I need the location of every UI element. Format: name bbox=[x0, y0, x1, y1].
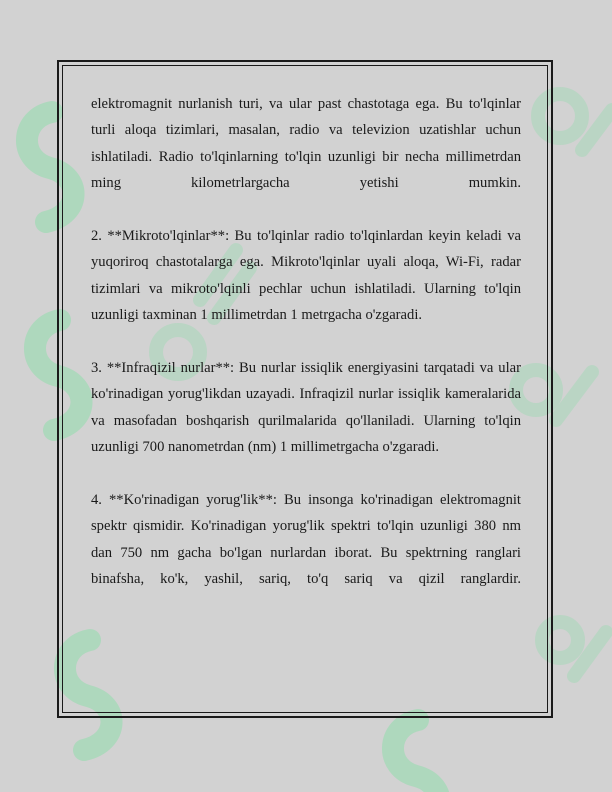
paragraph-microwaves: 2. **Mikroto'lqinlar**: Bu to'lqinlar radio to'lqinlardan keyin keladi va yuqoriroq chastotalarga ega. Mikroto'lqinlar uyali aloqa, Wi-Fi, radar tizimlari va mikroto'lqinli pechlar uchun ishlatiladi. Ularning to'lqin uzunligi taxminan 1 millimetrdan 1 metrgacha o'zgaradi. bbox=[91, 228, 521, 324]
paragraph-infrared: 3. **Infraqizil nurlar**: Bu nurlar issiqlik energiyasini tarqatadi va ular ko'rinadigan yorug'likdan uzayadi. Infraqizil nurlar issiqlik kameralarida va masofadan boshqarish qurilmalarida qo'llaniladi. Ularning to'lqin uzunligi 700 nanometrdan (nm) 1 millimetrgacha o'zgaradi. bbox=[91, 360, 521, 456]
paragraph-radio-waves: elektromagnit nurlanish turi, va ular past chastotaga ega. Bu to'lqinlar turli aloqa tizimlari, masalan, radio va televizion uzatishlar uchun ishlatiladi. Radio to'lqinlarning to'lqin uzunligi bir necha millimetrdan ming kilometrlargacha yetishi mumkin. bbox=[91, 96, 521, 192]
paragraph-visible-light: 4. **Ko'rinadigan yorug'lik**: Bu insonga ko'rinadigan elektromagnit spektr qismidir. Ko'rinadigan yorug'lik spektri to'lqin uzunligi 380 nm dan 750 nm gacha bo'lgan nurlardan iborat. Bu spektrning ranglari binafsha, ko'k, yashil, sariq, to'q sariq va qizil ranglardir. bbox=[91, 492, 521, 588]
document-body bbox=[91, 91, 521, 619]
